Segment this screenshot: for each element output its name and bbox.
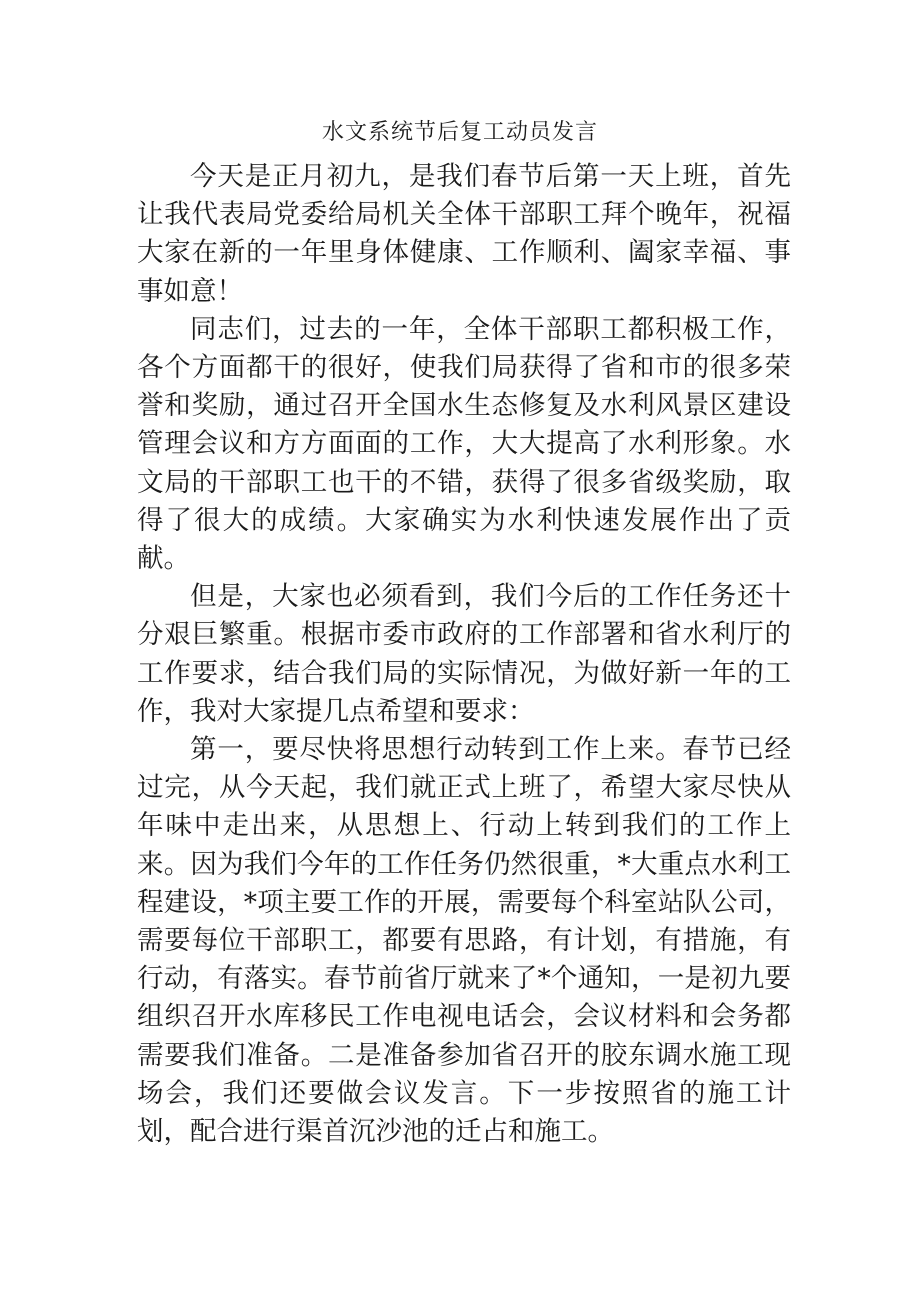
document-body xyxy=(137,158,791,1151)
paragraph-new-year-greeting: 今天是正月初九，是我们春节后第一天上班，首先让我代表局党委给局机关全体干部职工拜个晚年，祝福大家在新的一年里身体健康、工作顺利、阖家幸福、事事如意！ xyxy=(137,161,791,307)
document-title: 水文系统节后复工动员发言 xyxy=(321,120,598,145)
paragraph-tasks-ahead: 但是，大家也必须看到，我们今后的工作任务还十分艰巨繁重。根据市委市政府的工作部署和省水利厅的工作要求，结合我们局的实际情况，为做好新一年的工作，我对大家提几点希望和要求： xyxy=(137,581,791,727)
paragraph-first-requirement: 第一，要尽快将思想行动转到工作上来。春节已经过完，从今天起，我们就正式上班了，希望大家尽快从年味中走出来，从思想上、行动上转到我们的工作上来。因为我们今年的工作任务仍然很重，*大重点水利工程建设，*项主要工作的开展，需要每个科室站队公司，需要每位干部职工，都要有思路，有计划，有措施，有行动，有落实。春节前省厅就来了*个通知，一是初九要组织召开水库移民工作电视电话会，会议材料和会务都需要我们准备。二是准备参加省召开的胶东调水施工现场会，我们还要做会议发言。下一步按照省的施工计划，配合进行渠首沉沙池的迁占和施工。 xyxy=(137,734,791,1148)
paragraph-past-year-review: 同志们，过去的一年，全体干部职工都积极工作，各个方面都干的很好，使我们局获得了省和市的很多荣誉和奖励，通过召开全国水生态修复及水利风景区建设管理会议和方方面面的工作，大大提高了水利形象。水文局的干部职工也干的不错，获得了很多省级奖励，取得了很大的成绩。大家确实为水利快速发展作出了贡献。 xyxy=(137,313,791,575)
